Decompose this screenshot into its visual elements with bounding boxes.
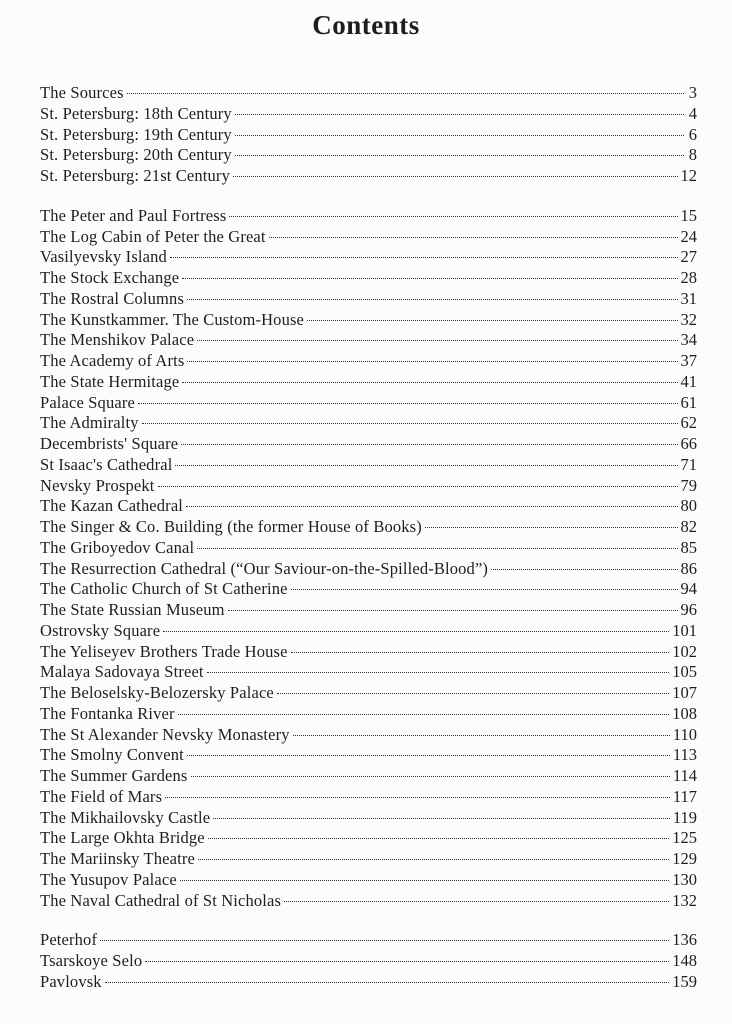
toc-entry[interactable] <box>40 951 697 972</box>
toc-entry[interactable] <box>40 455 697 476</box>
toc-entry-title: The Field of Mars <box>40 786 163 806</box>
toc-entry-page-number: 119 <box>672 807 697 827</box>
dot-leader <box>307 320 677 321</box>
toc-entry[interactable] <box>40 849 697 870</box>
toc-entry[interactable] <box>40 704 697 725</box>
dot-leader <box>182 278 677 279</box>
toc-entry-title: St Isaac's Cathedral <box>40 454 173 474</box>
page-title: Contents <box>312 10 420 40</box>
toc-entry[interactable] <box>40 683 697 704</box>
toc-entry-title: St. Petersburg: 20th Century <box>40 145 232 165</box>
dot-leader <box>175 465 677 466</box>
toc-entry-page-number: 82 <box>680 517 697 536</box>
toc-entry-title: Pavlovsk <box>40 971 102 991</box>
dot-leader <box>284 901 669 902</box>
toc-entry-page-number: 15 <box>680 205 697 225</box>
toc-entry[interactable] <box>40 83 697 104</box>
toc-entry-title: The Academy of Arts <box>40 351 185 370</box>
toc-entry-page-number: 86 <box>680 558 697 578</box>
toc-entry-page-number: 114 <box>672 766 697 785</box>
toc-entry-title: The Smolny Convent <box>40 745 184 765</box>
toc-entry-title: The Sources <box>40 83 124 102</box>
toc-entry-page-number: 27 <box>680 247 697 267</box>
toc-entry-title: The Naval Cathedral of St Nicholas <box>40 890 282 910</box>
dot-leader <box>491 569 677 570</box>
toc-entry-page-number: 108 <box>672 703 697 723</box>
toc-entry[interactable] <box>40 745 697 766</box>
toc-entry-title: The State Hermitage <box>40 371 180 391</box>
toc-entry-page-number: 148 <box>672 951 697 970</box>
toc-entry[interactable] <box>40 766 697 787</box>
dot-leader <box>233 176 678 177</box>
dot-leader <box>181 444 677 445</box>
toc-entry-title: St. Petersburg: 21st Century <box>40 166 230 185</box>
toc-entry-title: St. Petersburg: 19th Century <box>40 124 232 144</box>
toc-entry-page-number: 24 <box>680 226 697 246</box>
toc-entry-page-number: 129 <box>672 849 697 868</box>
toc-group <box>40 206 697 912</box>
toc-entry-title: Nevsky Prospekt <box>40 475 155 495</box>
toc-entry-title: St. Petersburg: 18th Century <box>40 103 232 123</box>
toc-entry[interactable] <box>40 413 697 434</box>
toc-entry[interactable] <box>40 351 697 372</box>
toc-entry-page-number: 85 <box>680 537 697 557</box>
toc-entry-title: The Singer & Co. Building (the former House of Books) <box>40 517 422 536</box>
dot-leader <box>187 361 677 362</box>
toc-entry-title: The Kazan Cathedral <box>40 496 184 516</box>
dot-leader <box>142 423 678 424</box>
toc-entry-title: The Stock Exchange <box>40 268 180 287</box>
toc-entry-title: The Kunstkammer. The Custom-House <box>40 309 305 329</box>
toc-entry-title: The Summer Gardens <box>40 766 188 785</box>
toc-entry-title: The Log Cabin of Peter the Great <box>40 226 266 246</box>
toc-entry-page-number: 32 <box>680 309 697 329</box>
toc-entry-page-number: 61 <box>680 392 697 412</box>
toc-entry-page-number: 130 <box>672 869 697 889</box>
toc-entry-page-number: 12 <box>680 166 697 185</box>
toc-entry[interactable] <box>40 600 697 621</box>
toc-entry-page-number: 136 <box>672 930 697 950</box>
toc-entry[interactable] <box>40 621 697 642</box>
dot-leader <box>187 299 677 300</box>
toc-entry-page-number: 34 <box>680 330 697 350</box>
toc-group <box>40 83 697 187</box>
dot-leader <box>229 216 677 217</box>
toc-entry-page-number: 28 <box>680 268 697 287</box>
toc-entry-title: The Fontanka River <box>40 703 175 723</box>
toc-entry-title: Palace Square <box>40 392 135 412</box>
toc-entry[interactable] <box>40 517 697 538</box>
dot-leader <box>182 382 677 383</box>
dot-leader <box>425 527 678 528</box>
toc-entry-page-number: 107 <box>672 683 697 702</box>
toc-entry[interactable] <box>40 870 697 891</box>
dot-leader <box>180 880 669 881</box>
toc-entry[interactable] <box>40 930 697 951</box>
toc-entry-title: The Mikhailovsky Castle <box>40 807 211 827</box>
dot-leader <box>197 548 677 549</box>
dot-leader <box>291 652 670 653</box>
toc-entry-page-number: 4 <box>688 103 697 123</box>
toc-entry[interactable] <box>40 662 697 683</box>
toc-entry-page-number: 96 <box>680 600 697 619</box>
toc-entry-title: The Mariinsky Theatre <box>40 849 195 868</box>
toc-entry-page-number: 66 <box>680 434 697 453</box>
toc-entry[interactable] <box>40 289 697 310</box>
dot-leader <box>127 93 684 94</box>
toc-entry[interactable] <box>40 125 697 146</box>
toc-entry-title: The Admiralty <box>40 413 139 433</box>
toc-entry[interactable] <box>40 206 697 227</box>
dot-leader <box>163 631 669 632</box>
toc-entry-page-number: 159 <box>672 971 697 991</box>
toc-entry-page-number: 102 <box>672 641 697 661</box>
toc-entry-title: The Beloselsky-Belozersky Palace <box>40 683 274 702</box>
toc-entry-page-number: 79 <box>680 475 697 495</box>
toc-entry[interactable] <box>40 579 697 600</box>
toc-entry-title: The Yusupov Palace <box>40 869 177 889</box>
toc-entry[interactable] <box>40 310 697 331</box>
dot-leader <box>235 114 684 115</box>
toc-entry-page-number: 8 <box>688 145 697 165</box>
toc-entry[interactable] <box>40 145 697 166</box>
toc-entry-title: The State Russian Museum <box>40 600 225 619</box>
toc-entry-title: The Large Okhta Bridge <box>40 828 205 848</box>
toc-entry[interactable] <box>40 330 697 351</box>
dot-leader <box>228 610 678 611</box>
toc-entry[interactable] <box>40 891 697 912</box>
toc-entry-page-number: 125 <box>672 828 697 848</box>
toc-entry-title: Vasilyevsky Island <box>40 247 167 267</box>
toc-entry-page-number: 113 <box>672 745 697 765</box>
toc-entry[interactable] <box>40 787 697 808</box>
toc-entry-title: The Peter and Paul Fortress <box>40 205 227 225</box>
toc-entry-title: Ostrovsky Square <box>40 620 161 640</box>
toc-entry[interactable] <box>40 393 697 414</box>
toc-entry-title: Peterhof <box>40 930 98 950</box>
dot-leader <box>165 797 670 798</box>
toc-entry-page-number: 105 <box>672 662 697 682</box>
toc-entry[interactable] <box>40 247 697 268</box>
toc-entry-title: Decembrists' Square <box>40 434 179 453</box>
toc-entry-page-number: 31 <box>680 288 697 308</box>
toc-entry-page-number: 94 <box>680 579 697 599</box>
dot-leader <box>145 961 669 962</box>
toc-entry-page-number: 117 <box>672 786 697 806</box>
toc-entry-title: The Resurrection Cathedral (“Our Saviour-on-the-Spilled-Blood”) <box>40 558 489 578</box>
dot-leader <box>186 506 677 507</box>
toc-entry[interactable] <box>40 725 697 746</box>
toc-entry[interactable] <box>40 559 697 580</box>
dot-leader <box>105 982 670 983</box>
toc-entry-page-number: 3 <box>688 83 697 102</box>
toc-entry-page-number: 101 <box>672 620 697 640</box>
toc-entry[interactable] <box>40 227 697 248</box>
toc-entry-title: The Catholic Church of St Catherine <box>40 579 288 599</box>
toc-entry-title: The Griboyedov Canal <box>40 537 195 557</box>
dot-leader <box>235 155 684 156</box>
toc-entry-title: Malaya Sadovaya Street <box>40 662 204 682</box>
dot-leader <box>198 859 669 860</box>
toc-entry-title: The Yeliseyev Brothers Trade House <box>40 641 288 661</box>
toc-entry-page-number: 71 <box>680 454 697 474</box>
dot-leader <box>293 735 670 736</box>
toc-entry-page-number: 37 <box>680 351 697 370</box>
table-of-contents <box>40 83 697 993</box>
toc-entry[interactable] <box>40 972 697 993</box>
dot-leader <box>291 589 678 590</box>
dot-leader <box>207 672 670 673</box>
toc-entry-title: Tsarskoye Selo <box>40 951 143 970</box>
dot-leader <box>138 403 678 404</box>
toc-entry-page-number: 6 <box>688 124 697 144</box>
toc-entry[interactable] <box>40 538 697 559</box>
toc-entry[interactable] <box>40 808 697 829</box>
dot-leader <box>170 257 678 258</box>
dot-leader <box>213 818 670 819</box>
toc-entry-title: The Rostral Columns <box>40 288 185 308</box>
toc-entry-page-number: 80 <box>680 496 697 516</box>
dot-leader <box>158 486 678 487</box>
toc-entry[interactable] <box>40 372 697 393</box>
toc-entry-page-number: 110 <box>672 724 697 744</box>
dot-leader <box>269 237 678 238</box>
toc-entry-title: The St Alexander Nevsky Monastery <box>40 724 290 744</box>
dot-leader <box>277 693 669 694</box>
toc-entry[interactable] <box>40 268 697 289</box>
dot-leader <box>235 135 684 136</box>
toc-entry[interactable] <box>40 434 697 455</box>
dot-leader <box>100 940 669 941</box>
toc-entry[interactable] <box>40 166 697 187</box>
toc-entry-page-number: 41 <box>680 371 697 391</box>
dot-leader <box>187 755 670 756</box>
toc-entry[interactable] <box>40 476 697 497</box>
toc-entry[interactable] <box>40 496 697 517</box>
toc-entry-page-number: 132 <box>672 890 697 910</box>
dot-leader <box>191 776 670 777</box>
toc-entry[interactable] <box>40 828 697 849</box>
toc-entry[interactable] <box>40 642 697 663</box>
dot-leader <box>208 838 670 839</box>
dot-leader <box>197 340 677 341</box>
toc-group <box>40 930 697 992</box>
toc-entry[interactable] <box>40 104 697 125</box>
toc-entry-page-number: 62 <box>680 413 697 433</box>
dot-leader <box>178 714 670 715</box>
toc-entry-title: The Menshikov Palace <box>40 330 195 350</box>
